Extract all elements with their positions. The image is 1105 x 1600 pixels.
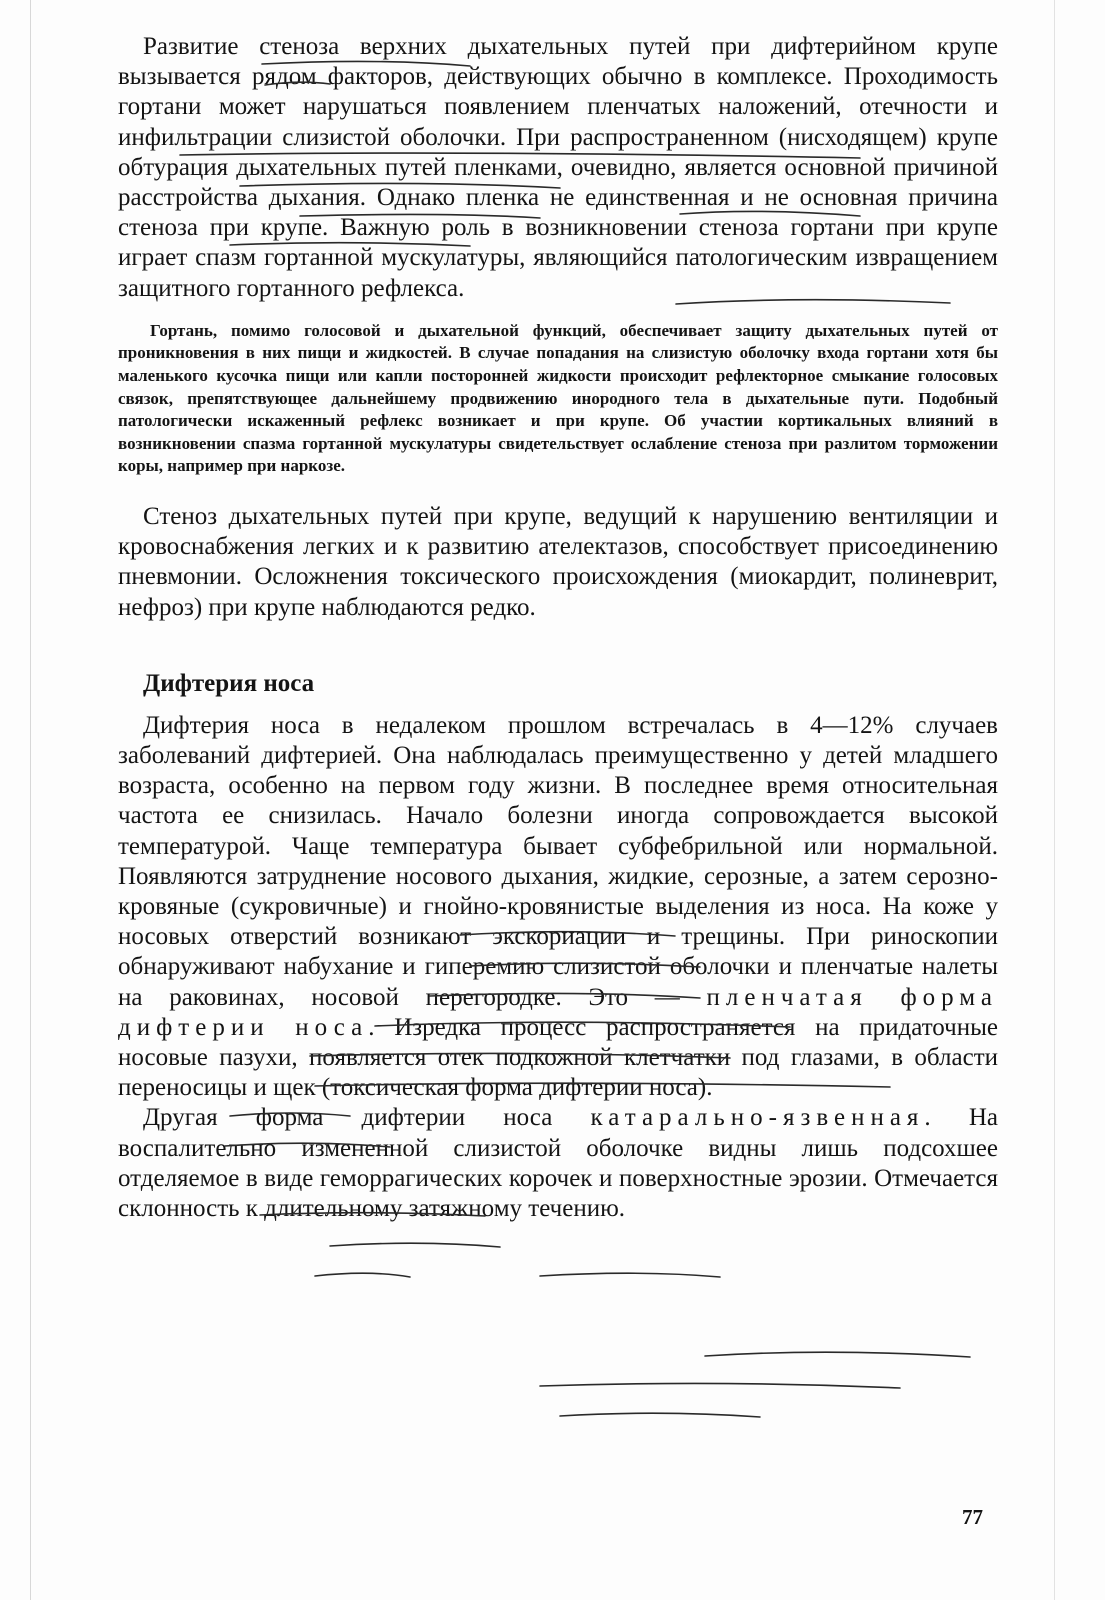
page-right-edge [1054,0,1055,1600]
paragraph-croup-complications: Стеноз дыхательных путей при крупе, ведущий к нарушению вентиляции и кровоснабжения легких и к развитию ателектазов, способствует присоединению пневмонии. Осложнения токсического происхождения (миокардит, полиневрит, нефроз) при крупе наблюдаются редко. [118,502,998,621]
page-left-edge [30,0,31,1600]
paragraph-nasal-diphtheria [118,711,998,1104]
paragraph-nasal-diphtheria-text: Дифтерия носа в недалеком прошлом встречалась в 4—12% случаев заболеваний дифтерией. Она наблюдалась преимущественно у детей младшего возраста, особенно на первом году жизни. В последнее время относительная частота ее снизилась. Начало болезни иногда сопровождается высокой температурой. Чаще температура бывает субфебрильной или нормальной. Появляются затруднение носового дыхания, жидкие, серозные, а затем серозно-кровяные (сукровичные) и гнойно-кровянистые выделения из носа. На коже у носовых отверстий возникают экскориации и трещины. При риноскопии обнаруживают набухание и гиперемию слизистой оболочки и пленчатые налеты на раковинах, носовой перегородке. Это — [118,711,998,1011]
paragraph-nasal-diphtheria-cont: . Изредка процесс распространяется на придаточные носовые пазухи, появляется отек подкожной клетчатки под глазами, в области переносицы и щек (токсическая форма дифтерии носа). [118,1013,999,1102]
small-print-note-larynx-reflex: Гортань, помимо голосовой и дыхательной функций, обеспечивает защиту дыхательных путей от проникновения в них пищи и жидкостей. В случае попадания на слизистую оболочку входа гортани хотя бы маленького кусочка пищи или капли посторонней жидкости происходит рефлекторное смыкание голосовых связок, препятствующее дальнейшему продвижению инородного тела в дыхательные пути. Подобный патологически искаженный рефлекс возникает и при крупе. Об участии кортикальных влияний в возникновении спазма гортанной мускулатуры свидетельствует ослабление стеноза при разлитом торможении коры, например при наркозе. [118,320,998,476]
pen-underline [705,1352,970,1357]
page-number: 77 [962,1505,983,1529]
pen-underline [560,1413,760,1417]
pen-underline [540,1383,900,1388]
emphasized-term-membranous-form: пленчатая форма дифтерии носа [118,983,999,1041]
paragraph-croup-stenosis: Развитие стеноза верхних дыхательных путей при дифтерийном крупе вызывается рядом факторов, действующих обычно в комплексе. Проходимость гортани может нарушаться появлением пленчатых наложений, отечности и инфильтрации слизистой оболочки. При распространенном (нисходящем) крупе обтурация дыхательных путей пленками, очевидно, является основной причиной расстройства дыхания. Однако пленка не единственная и не основная причина стеноза при крупе. Важную роль в возникновении стеноза гортани при крупе играет спазм гортанной мускулатуры, являющийся патологическим извращением защитного гортанного рефлекса. [118,33,998,302]
pen-underline [315,1273,410,1277]
section-heading: Дифтерия носа [143,669,315,697]
pen-underline [540,1273,720,1277]
paragraph-catarrhal-ulcerative-cont: . На воспалительно измененной слизистой оболочке видны лишь подсохшее отделяемое в виде геморрагических корочек и поверхностные эрозии. Отмечается склонность к длительному затяжному течению. [118,1104,999,1223]
page-text-column [118,32,998,1224]
paragraph-catarrhal-ulcerative-text: Другая форма дифтерии носа [143,1104,553,1132]
pen-underline [330,1243,500,1247]
emphasized-term-catarrhal-ulcerative: катарально-язвенная [590,1104,925,1132]
paragraph-catarrhal-ulcerative [118,1103,998,1224]
